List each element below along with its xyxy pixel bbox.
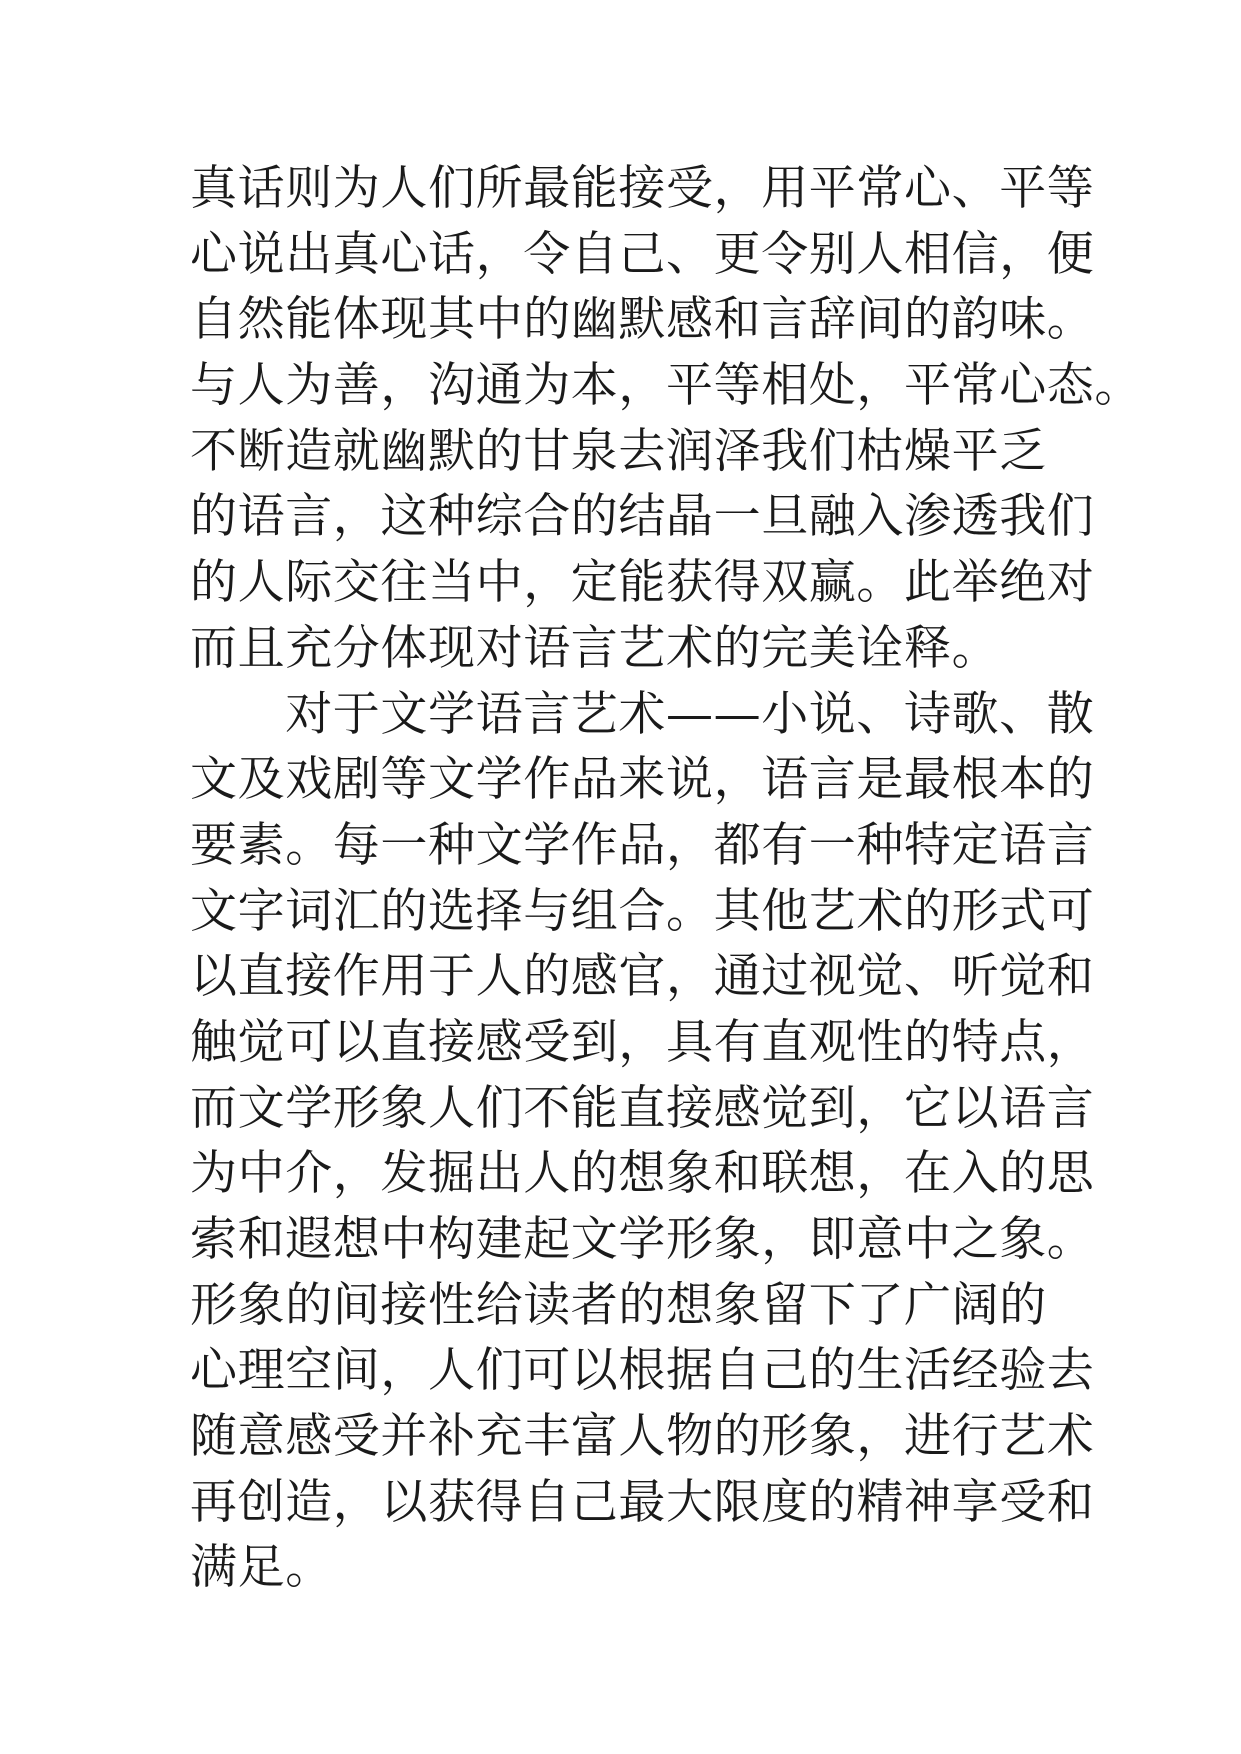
text-line: 不断造就幽默的甘泉去润泽我们枯燥平乏 xyxy=(190,423,1047,479)
text-line: 而且充分体现对语言艺术的完美诠释。 xyxy=(190,620,1000,676)
text-line: 要素。每一种文学作品，都有一种特定语言 xyxy=(190,817,1095,873)
text-line: 对于文学语言艺术——小说、诗歌、散 xyxy=(190,686,1095,742)
text-line: 索和遐想中构建起文学形象，即意中之象。 xyxy=(190,1212,1095,1267)
text-line: 满足。 xyxy=(190,1540,333,1596)
text-line: 与人为善，沟通为本，平等相处，平常心态。 xyxy=(190,358,1142,414)
text-line: 为中介，发掘出人的想象和联想，在入的思 xyxy=(190,1146,1095,1202)
text-line: 心说出真心话，令自己、更令别人相信，便 xyxy=(190,226,1095,282)
text-line: 以直接作用于人的感官，通过视觉、听觉和 xyxy=(190,949,1095,1005)
text-line: 的语言，这种综合的结晶一旦融入渗透我们 xyxy=(190,489,1095,545)
text-line: 而文学形象人们不能直接感觉到，它以语言 xyxy=(190,1080,1095,1136)
text-line: 的人际交往当中，定能获得双赢。此举绝对 xyxy=(190,555,1095,611)
text-line: 形象的间接性给读者的想象留下了广阔的 xyxy=(190,1277,1047,1333)
body-text xyxy=(190,156,1142,1601)
text-line: 心理空间，人们可以根据自己的生活经验去 xyxy=(190,1343,1095,1399)
text-line: 文及戏剧等文学作品来说，语言是最根本的 xyxy=(190,752,1095,808)
text-line: 触觉可以直接感受到，具有直观性的特点， xyxy=(190,1014,1095,1070)
text-line: 自然能体现其中的幽默感和言辞间的韵味。 xyxy=(190,292,1095,348)
text-line: 真话则为人们所最能接受，用平常心、平等 xyxy=(190,161,1095,216)
text-line: 再创造，以获得自己最大限度的精神享受和 xyxy=(190,1474,1095,1530)
text-line: 文字词汇的选择与组合。其他艺术的形式可 xyxy=(190,883,1095,939)
text-line: 随意感受并补充丰富人物的形象，进行艺术 xyxy=(190,1409,1095,1465)
